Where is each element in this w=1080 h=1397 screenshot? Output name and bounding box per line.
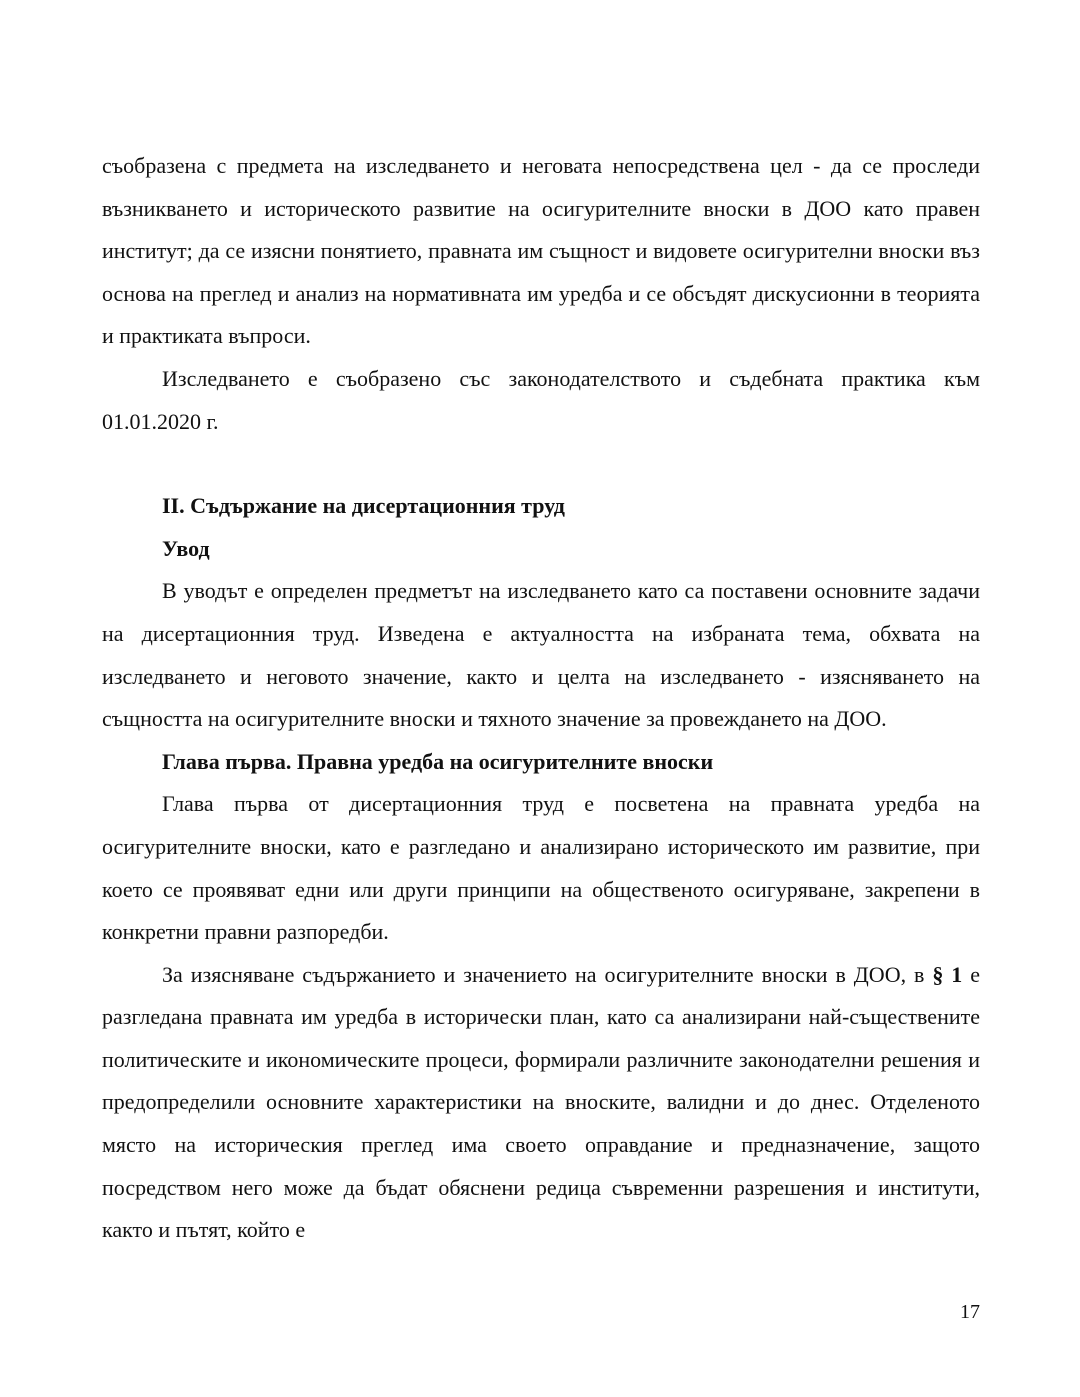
paragraph-research-scope: съобразена с предмета на изследването и неговата непосредствена цел - да се проследи възникването и историческото развитие на осигурителните вноски в ДОО като правен институт; да се изясни понятието, правната им същност и видовете осигурителни вноски въз основа на преглед и анализ на нормативната им уредба и се обсъдят дискусионни в теорията и практиката въпроси.	[102, 153, 980, 349]
section-title: II. Съдържание на дисертационния труд	[162, 493, 565, 519]
section-sign-reference: § 1	[932, 961, 963, 987]
paragraph-legislation-date: Изследването е съобразено със законодателството и съдебната практика към 01.01.2020 г.	[102, 365, 980, 434]
chapter-one-title: Глава първа. Правна уредба на осигурителните вноски	[162, 748, 714, 774]
paragraph-section-one	[102, 954, 980, 1252]
paragraph-chapter-one: Глава първа от дисертационния труд е посветена на правната уредба на осигурителните вноски, като е разгледано и анализирано историческото им развитие, при което се проявяват едни или други принципи на общественото осигуряване, закрепени в конкретни правни разпоредби.	[102, 791, 980, 945]
paragraph-section-one-end: е разгледана правната им уредба в исторически план, като са анализирани най-съществените политическите и икономическите процеси, формирали различните законодателни решения и предопределили основните характеристики на вноските, валидни и до днес. Отделеното място на историческия преглед има своето оправдание и предназначение, защото посредством него може да бъдат обяснени редица съвременни разрешения и институти, както и пътят, който е	[102, 961, 981, 1243]
intro-title: Увод	[162, 535, 210, 561]
spacer	[102, 443, 980, 485]
paragraph-section-one-start: За изясняване съдържанието и значението на осигурителните вноски в ДОО, в	[162, 961, 933, 987]
page-number: 17	[960, 1301, 980, 1323]
paragraph-introduction: В уводът е определен предметът на изследването като са поставени основните задачи на дисертационния труд. Изведена е актуалността на избраната тема, обхвата на изследването и неговото значение, както и целта на изследването - изясняването на същността на осигурителните вноски и тяхното значение за провеждането на ДОО.	[102, 578, 980, 732]
document-page	[102, 145, 980, 1252]
